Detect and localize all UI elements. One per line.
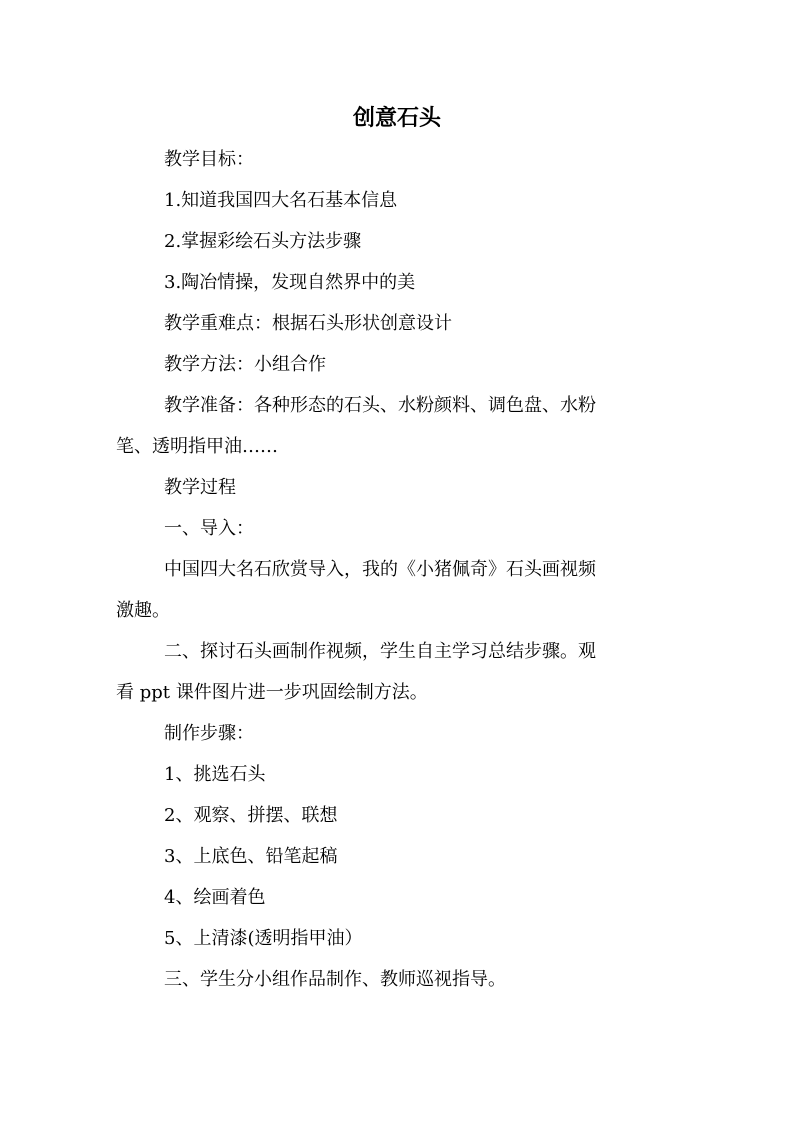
paragraph-section-explore-line-1: 二、探讨石头画制作视频，学生自主学习总结步骤。观 (164, 641, 596, 662)
document-title: 创意石头 (352, 105, 441, 131)
paragraph-goal-1: 1.知道我国四大名石基本信息 (164, 190, 398, 211)
paragraph-step-5: 5、上清漆(透明指甲油） (164, 928, 363, 949)
paragraph-section-explore-line-2: 看 ppt 课件图片进一步巩固绘制方法。 (116, 682, 428, 703)
paragraph-key-points: 教学重难点：根据石头形状创意设计 (164, 313, 452, 334)
paragraph-goal-3: 3.陶冶情操，发现自然界中的美 (164, 272, 416, 293)
paragraph-teaching-goals-heading: 教学目标： (164, 149, 254, 170)
paragraph-teaching-method: 教学方法：小组合作 (164, 354, 326, 375)
paragraph-teaching-process: 教学过程 (164, 477, 236, 498)
paragraph-step-2: 2、观察、拼摆、联想 (164, 805, 338, 826)
paragraph-goal-2: 2.掌握彩绘石头方法步骤 (164, 231, 362, 252)
paragraph-step-3: 3、上底色、铅笔起稿 (164, 846, 338, 867)
paragraph-steps-heading: 制作步骤： (164, 723, 254, 744)
paragraph-preparation-line-1: 教学准备：各种形态的石头、水粉颜料、调色盘、水粉 (164, 395, 596, 416)
paragraph-intro-line-1: 中国四大名石欣赏导入，我的《小猪佩奇》石头画视频 (164, 559, 596, 580)
paragraph-preparation-line-2: 笔、透明指甲油…… (116, 436, 278, 457)
paragraph-section-practice: 三、学生分小组作品制作、教师巡视指导。 (164, 969, 506, 990)
paragraph-step-1: 1、挑选石头 (164, 764, 266, 785)
paragraph-intro-line-2: 激趣。 (116, 600, 170, 621)
paragraph-step-4: 4、绘画着色 (164, 887, 266, 908)
paragraph-section-intro: 一、导入： (164, 518, 254, 539)
